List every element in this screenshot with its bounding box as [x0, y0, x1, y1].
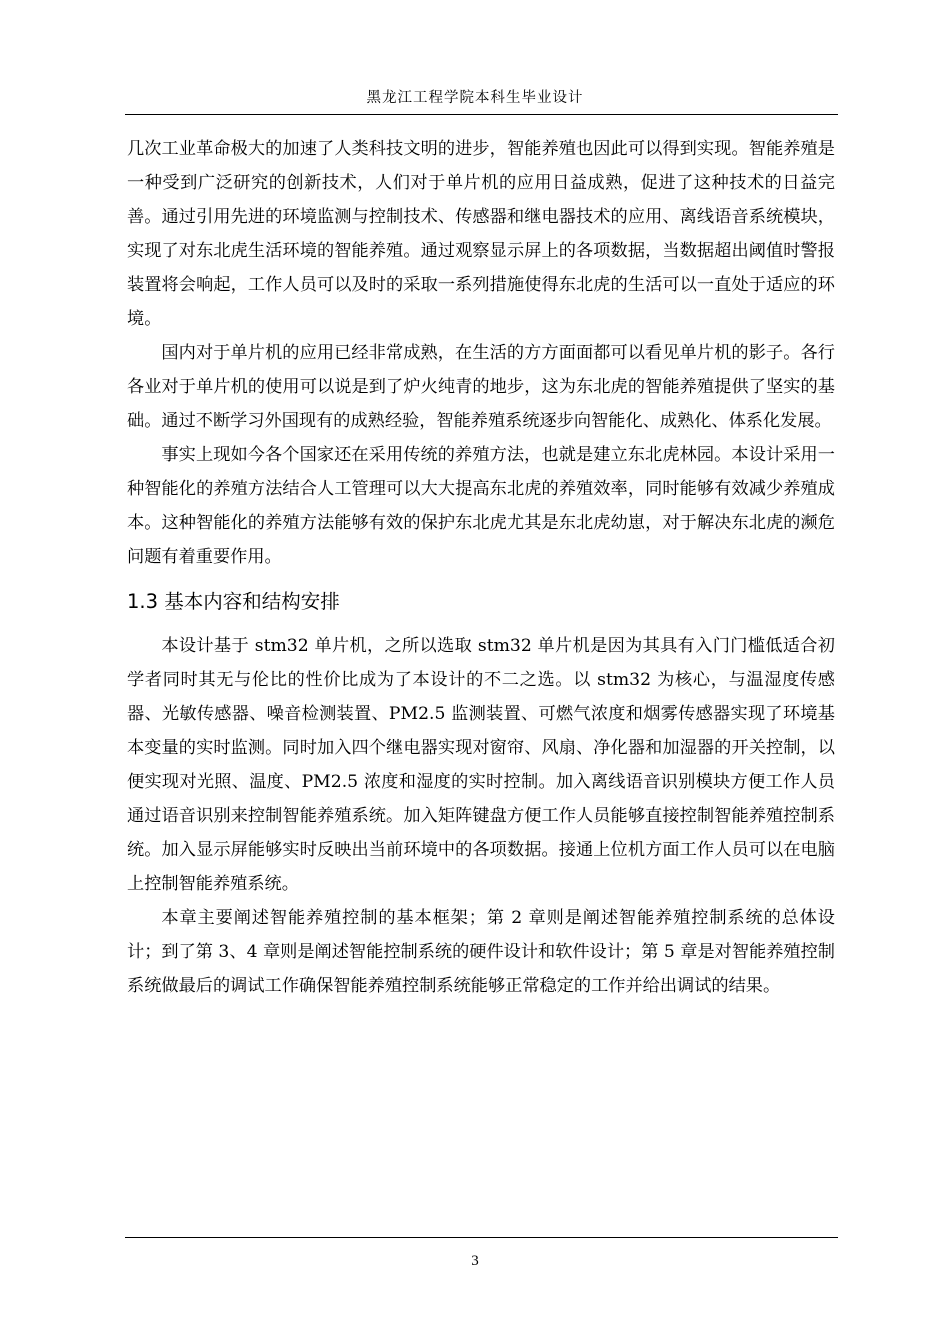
page-number: 3 — [471, 1253, 479, 1269]
paragraph-continued: 几次工业革命极大的加速了人类科技文明的进步，智能养殖也因此可以得到实现。智能养殖是一种受到广泛研究的创新技术，人们对于单片机的应用日益成熟，促进了这种技术的日益完善。通过引用先进的环境监测与控制技术、传感器和继电器技术的应用、离线语音系统模块，实现了对东北虎生活环境的智能养殖。通过观察显示屏上的各项数据，当数据超出阈值时警报装置将会响起，工作人员可以及时的采取一系列措施使得东北虎的生活可以一直处于适应的环境。 — [127, 139, 835, 329]
paragraph: 事实上现如今各个国家还在采用传统的养殖方法，也就是建立东北虎林园。本设计采用一种智能化的养殖方法结合人工管理可以大大提高东北虎的养殖效率，同时能够有效减少养殖成本。这种智能化的养殖方法能够有效的保护东北虎尤其是东北虎幼崽，对于解决东北虎的濒危问题有着重要作用。 — [127, 445, 835, 567]
header-divider — [125, 114, 838, 115]
paragraph: 国内对于单片机的应用已经非常成熟，在生活的方方面面都可以看见单片机的影子。各行各业对于单片机的使用可以说是到了炉火纯青的地步，这为东北虎的智能养殖提供了坚实的基础。通过不断学习外国现有的成熟经验，智能养殖系统逐步向智能化、成熟化、体系化发展。 — [127, 343, 835, 431]
paragraph: 本设计基于 stm32 单片机，之所以选取 stm32 单片机是因为其具有入门门槛低适合初学者同时其无与伦比的性价比成为了本设计的不二之选。以 stm32 为核心，与温湿度传感器、光敏传感器、噪音检测装置、PM2.5 监测装置、可燃气浓度和烟雾传感器实现了环境基本变量的实时监测。同时加入四个继电器实现对窗帘、风扇、净化器和加湿器的开关控制，以便实现对光照、温度、PM2.5 浓度和湿度的实时控制。加入离线语音识别模块方便工作人员通过语音识别来控制智能养殖系统。加入矩阵键盘方便工作人员能够直接控制智能养殖控制系统。加入显示屏能够实时反映出当前环境中的各项数据。接通上位机方面工作人员可以在电脑上控制智能养殖系统。 — [127, 636, 835, 894]
document-body — [127, 132, 835, 1003]
section-heading: 1.3 基本内容和结构安排 — [127, 590, 340, 613]
footer-divider — [125, 1237, 838, 1238]
paragraph: 本章主要阐述智能养殖控制的基本框架；第 2 章则是阐述智能养殖控制系统的总体设计；到了第 3、4 章则是阐述智能控制系统的硬件设计和软件设计；第 5 章是对智能养殖控制系统做最后的调试工作确保智能养殖控制系统能够正常稳定的工作并给出调试的结果。 — [127, 908, 835, 996]
running-header: 黑龙江工程学院本科生毕业设计 — [366, 90, 584, 106]
